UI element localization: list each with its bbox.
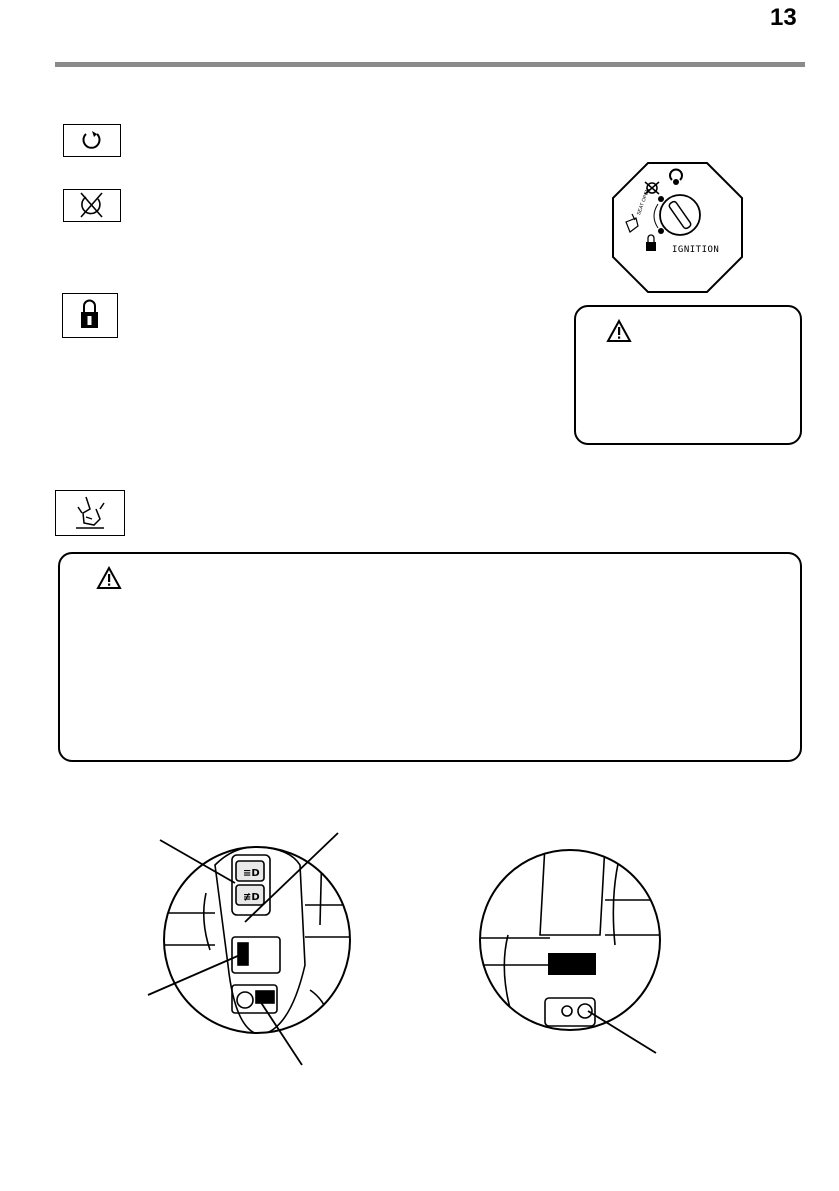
lock-position-icon-box [62, 293, 118, 338]
warning-triangle-icon [96, 566, 122, 590]
warning-box-small [574, 305, 802, 445]
warning-box-large [58, 552, 802, 762]
right-handlebar-switch-illustration [470, 825, 670, 1055]
seat-hand-icon [56, 491, 123, 534]
header-rule [55, 62, 805, 67]
ignition-label: IGNITION [672, 245, 720, 255]
page-number: 13 [770, 4, 797, 31]
crossed-circle-icon [64, 190, 119, 220]
padlock-icon [63, 294, 116, 336]
svg-text:≡D: ≡D [243, 868, 260, 879]
circle-arrow-icon [64, 125, 119, 155]
ignition-switch-diagram [610, 160, 745, 295]
on-position-icon-box [63, 124, 121, 157]
seat-open-label: SEAT OPEN [636, 187, 652, 217]
svg-text:≢D: ≢D [243, 892, 260, 903]
warning-triangle-icon [606, 319, 632, 343]
off-position-icon-box [63, 189, 121, 222]
ignition-switch-drawing [610, 160, 745, 295]
right-switch-drawing [470, 825, 670, 1055]
left-handlebar-switch-illustration [140, 825, 370, 1075]
seat-open-icon-box [55, 490, 125, 536]
left-switch-drawing [140, 825, 370, 1075]
